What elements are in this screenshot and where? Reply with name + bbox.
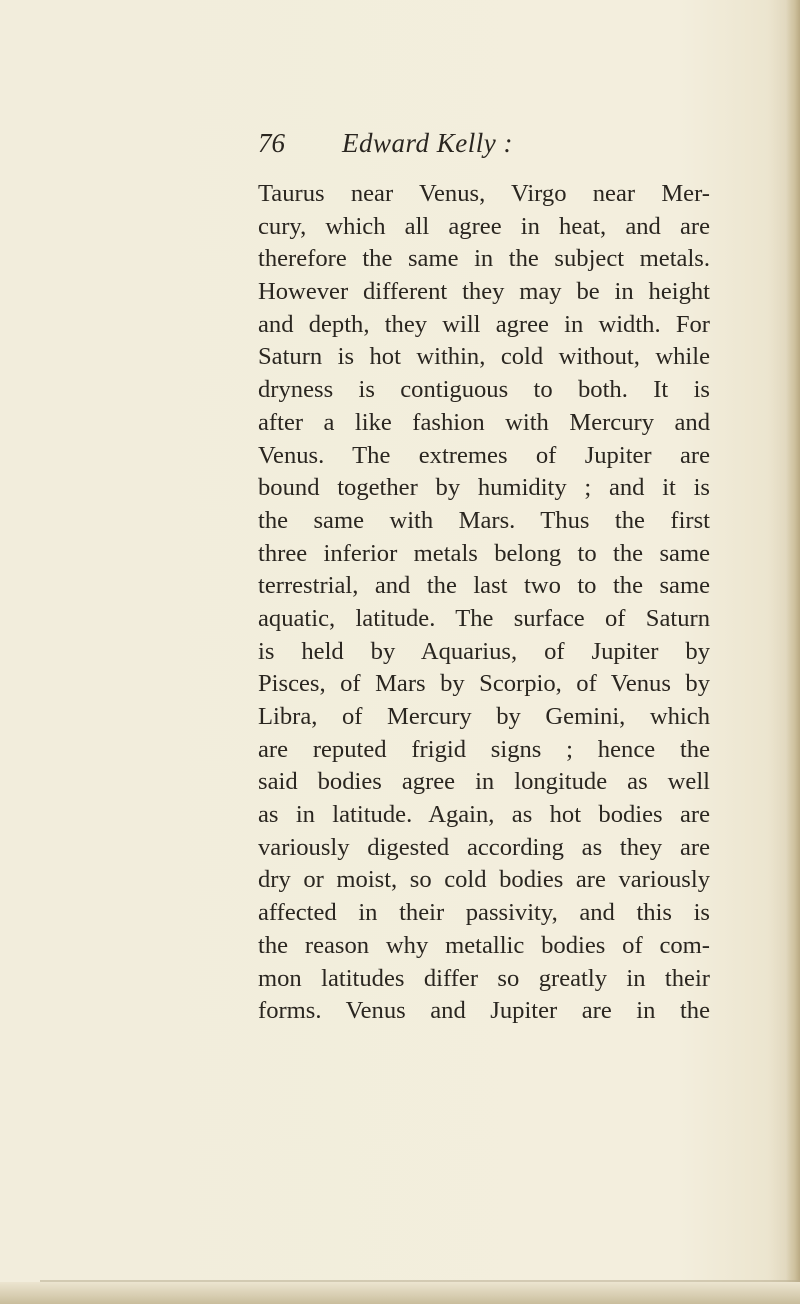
text-line: therefore the same in the subject metals.: [258, 245, 710, 273]
text-line: Taurus near Venus, Virgo near Mer-: [258, 180, 710, 207]
text-line: However different they may be in height: [258, 278, 710, 306]
body-text: [258, 178, 710, 1028]
text-line: mon latitudes differ so greatly in their: [258, 964, 710, 992]
text-line: and depth, they will agree in width. For: [258, 310, 710, 338]
page-number: 76: [258, 128, 285, 158]
text-line: the reason why metallic bodies of com-: [258, 931, 710, 959]
text-line: dry or moist, so cold bodies are variously: [258, 866, 710, 894]
text-line: Libra, of Mercury by Gemini, which: [258, 703, 710, 730]
text-line: Venus. The extremes of Jupiter are: [258, 441, 710, 469]
text-line: terrestrial, and the last two to the same: [258, 572, 710, 600]
text-line: aquatic, latitude. The surface of Saturn: [258, 604, 710, 632]
text-line: as in latitude. Again, as hot bodies are: [258, 801, 710, 829]
text-line: cury, which all agree in heat, and are: [258, 212, 710, 240]
text-line: is held by Aquarius, of Jupiter by: [258, 637, 710, 665]
page-edge-shadow: [786, 0, 800, 1304]
text-line: three inferior metals belong to the same: [258, 539, 710, 567]
text-line: bound together by humidity ; and it is: [258, 474, 710, 502]
text-line: affected in their passivity, and this is: [258, 899, 710, 927]
text-line: the same with Mars. Thus the first: [258, 506, 710, 534]
running-head-title: Edward Kelly :: [342, 128, 513, 158]
text-line: said bodies agree in longitude as well: [258, 768, 710, 796]
running-head: [258, 128, 658, 168]
page-bottom-edge: [0, 1282, 800, 1304]
text-line: Saturn is hot within, cold without, while: [258, 343, 710, 371]
text-line: forms. Venus and Jupiter are in the: [258, 997, 710, 1025]
text-line: variously digested according as they are: [258, 833, 710, 861]
text-line: are reputed frigid signs ; hence the: [258, 735, 710, 763]
text-line: dryness is contiguous to both. It is: [258, 376, 710, 404]
text-line: Pisces, of Mars by Scorpio, of Venus by: [258, 670, 710, 698]
text-line: after a like fashion with Mercury and: [258, 408, 710, 436]
